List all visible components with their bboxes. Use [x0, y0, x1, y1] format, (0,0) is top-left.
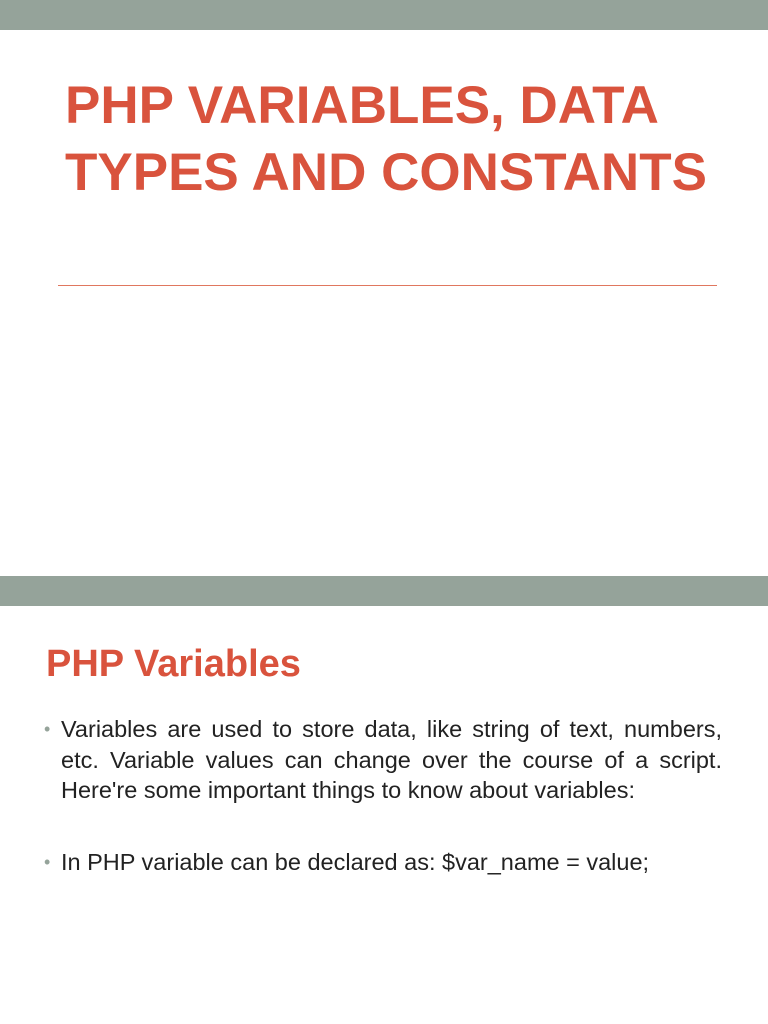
bullet-item — [44, 847, 722, 878]
bullet-item — [44, 714, 722, 806]
slide-2-heading: PHP Variables — [46, 643, 301, 685]
slide-2-top-band — [0, 576, 768, 606]
bullet-dot-icon: • — [44, 851, 51, 872]
title-underline-rule — [58, 285, 717, 286]
bullet-dot-icon: • — [44, 719, 51, 739]
slide-1-title: PHP VARIABLES, DATA TYPES AND CONSTANTS — [65, 76, 707, 202]
bullet-text: Variables are used to store data, like string of text, numbers, etc. Variable values can change over the course of a script. Here're some important things to know about variables: — [61, 716, 722, 803]
bullet-text: In PHP variable can be declared as: $var_name = value; — [61, 848, 650, 875]
slide-1-top-band — [0, 0, 768, 30]
bullet-list — [44, 714, 722, 877]
